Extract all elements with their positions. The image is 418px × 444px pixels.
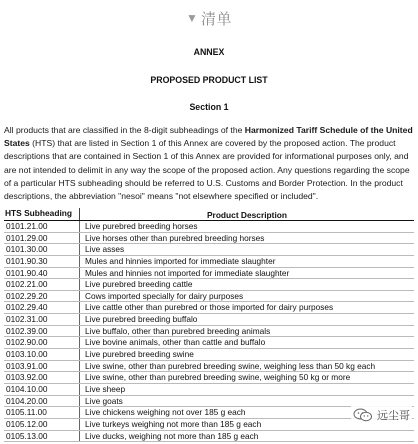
table-row xyxy=(4,256,414,268)
intro-text-1: All products that are classified in the 8-digit subheadings of the xyxy=(4,125,245,135)
product-description-cell: Live turkeys weighing not more than 185 g each xyxy=(85,418,262,429)
product-description-cell: Live horses other than purebred breeding horses xyxy=(85,232,265,243)
header-product-description: Product Description xyxy=(206,210,288,220)
triangle-down-icon: ▼ xyxy=(186,11,198,25)
table-header xyxy=(4,208,414,221)
product-description-cell: Live buffalo, other than purebred breeding animals xyxy=(85,325,271,336)
table-row xyxy=(4,349,414,361)
hts-code-cell: 0105.12.00 xyxy=(4,419,80,430)
hts-code-cell: 0102.90.00 xyxy=(4,337,80,348)
section-header xyxy=(0,0,418,36)
product-description-cell: Live swine, other than purebred breeding swine, weighing 50 kg or more xyxy=(85,372,351,383)
table-row xyxy=(4,384,414,396)
product-description-cell: Live cattle other than purebred or those imported for dairy purposes xyxy=(85,302,334,313)
hts-code-cell: 0103.91.00 xyxy=(4,361,80,372)
table-row xyxy=(4,268,414,280)
product-description-cell: Live purebred breeding buffalo xyxy=(85,314,198,325)
product-description-cell: Live swine, other than purebred breeding swine, weighing less than 50 kg each xyxy=(85,360,376,371)
hts-code-cell: 0104.10.00 xyxy=(4,384,80,395)
intro-paragraph xyxy=(4,124,414,203)
product-description-cell: Live purebred breeding horses xyxy=(85,221,198,231)
hts-code-cell: 0105.13.00 xyxy=(4,431,80,442)
intro-text-2: (HTS) that are listed in Section 1 of this Annex are covered by the proposed action. The product descriptions that are contained in Section 1 of this Annex are provided for informational purposes only, and are not intended to delimit in any way the scope of the proposed action. Any questions regarding the scope of a particular HTS subheading should be referred to U.S. Customs and Border Protection. In the product descriptions, the abbreviation "nesoi" means "not elsewhere specified or included". xyxy=(4,138,410,202)
list-title: PROPOSED PRODUCT LIST xyxy=(150,75,268,85)
table-row xyxy=(4,291,414,303)
hts-code-cell: 0102.21.00 xyxy=(4,279,80,290)
hts-code-cell: 0102.29.40 xyxy=(4,302,80,313)
header-hts-subheading: HTS Subheading xyxy=(4,208,80,220)
product-description-cell: Live purebred breeding cattle xyxy=(85,279,193,290)
hts-code-cell: 0103.10.00 xyxy=(4,349,80,360)
hts-code-cell: 0101.30.00 xyxy=(4,244,80,255)
product-description-cell: Live purebred breeding swine xyxy=(85,349,194,360)
table-row xyxy=(4,314,414,326)
table-row xyxy=(4,221,414,233)
product-description-cell: Live goats xyxy=(85,395,123,406)
hts-code-cell: 0101.90.30 xyxy=(4,256,80,267)
product-description-cell: Live chickens weighing not over 185 g each xyxy=(85,407,246,418)
hts-code-cell: 0101.21.00 xyxy=(4,221,80,232)
table-row xyxy=(4,337,414,349)
product-description-cell: Mules and hinnies imported for immediate slaughter xyxy=(85,255,276,266)
table-row xyxy=(4,302,414,314)
table-row xyxy=(4,244,414,256)
hts-code-cell: 0103.92.00 xyxy=(4,372,80,383)
table-row xyxy=(4,361,414,373)
watermark-text: 远尘哥 xyxy=(377,410,410,422)
hts-code-cell: 0101.90.40 xyxy=(4,268,80,279)
table-row xyxy=(4,326,414,338)
hts-code-cell: 0101.29.00 xyxy=(4,233,80,244)
product-description-cell: Live asses xyxy=(85,244,125,255)
wechat-icon xyxy=(353,408,373,422)
product-description-cell: Live sheep xyxy=(85,383,126,394)
table-row xyxy=(4,431,414,443)
product-description-cell: Live bovine animals, other than cattle and buffalo xyxy=(85,337,266,348)
intro-bold-title: Harmonized Tariff Schedule of the United States xyxy=(4,125,413,149)
product-description-cell: Live ducks, weighing not more than 185 g each xyxy=(85,430,259,441)
table-row xyxy=(4,372,414,384)
table-row xyxy=(4,233,414,245)
hts-code-cell: 0102.39.00 xyxy=(4,326,80,337)
product-description-cell: Mules and hinnies not imported for immediate slaughter xyxy=(85,267,290,278)
annex-heading: ANNEX xyxy=(193,47,225,57)
hts-code-cell: 0102.29.20 xyxy=(4,291,80,302)
watermark xyxy=(351,406,412,424)
hts-code-cell: 0102.31.00 xyxy=(4,314,80,325)
hts-code-cell: 0105.11.00 xyxy=(4,407,80,418)
header-title: 清单 xyxy=(200,10,232,28)
section-heading: Section 1 xyxy=(189,102,229,112)
table-row xyxy=(4,279,414,291)
product-description-cell: Cows imported specially for dairy purposes xyxy=(85,290,244,301)
hts-code-cell: 0104.20.00 xyxy=(4,396,80,407)
